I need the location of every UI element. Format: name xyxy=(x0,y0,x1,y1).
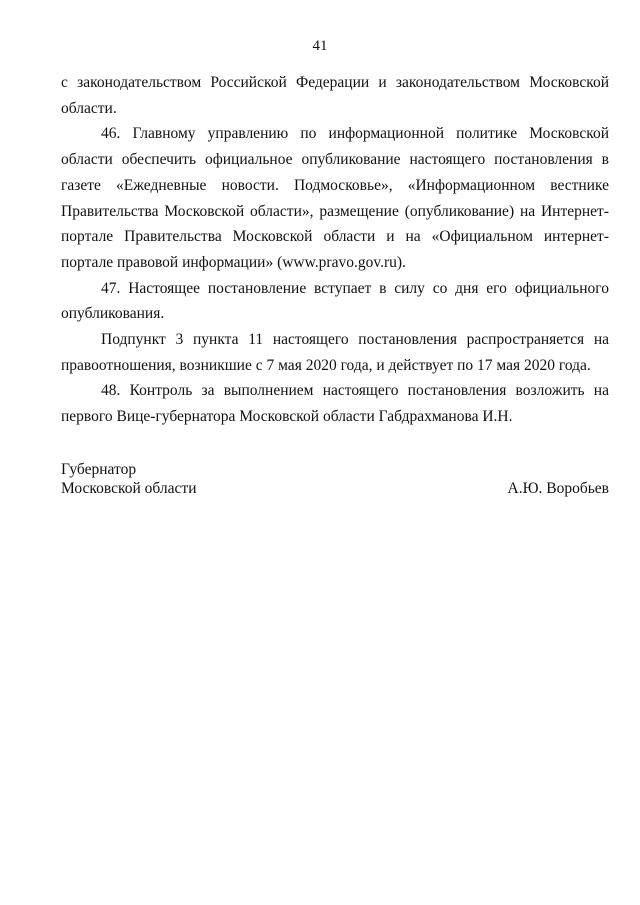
paragraph-47: 47. Настоящее постановление вступает в силу со дня его официального опубликования. xyxy=(61,279,609,323)
signatory-title-line1: Губернатор xyxy=(61,461,137,478)
paragraph-48: 48. Контроль за выполнением настоящего постановления возложить на первого Вице-губернатора Московской области Габдрахманова И.Н. xyxy=(61,382,609,426)
paragraph-continuation: с законодательством Российской Федерации и законодательством Московской области. xyxy=(61,74,609,117)
signature-row xyxy=(61,479,609,498)
signature-block xyxy=(61,460,609,498)
document-body xyxy=(61,70,609,430)
paragraph-46: 46. Главному управлению по информационной политике Московской области обеспечить официальное опубликование настоящего постановления в газете «Ежедневные новости. Подмосковье», «Информационном вестнике Правительства Московской области», размещение (опубликование) на Интернет-портале Правительства Московской области и на «Официальном интернет-портале правовой информации» (www.pravo.gov.ru). xyxy=(61,125,609,271)
signatory-name: А.Ю. Воробьев xyxy=(507,480,609,497)
page-number: 41 xyxy=(312,38,328,54)
signatory-title-line2: Московской области xyxy=(61,480,197,497)
paragraph-subclause-note: Подпункт 3 пункта 11 настоящего постановления распространяется на правоотношения, возникшие с 7 мая 2020 года, и действует по 17 мая 2020 года. xyxy=(61,331,609,374)
